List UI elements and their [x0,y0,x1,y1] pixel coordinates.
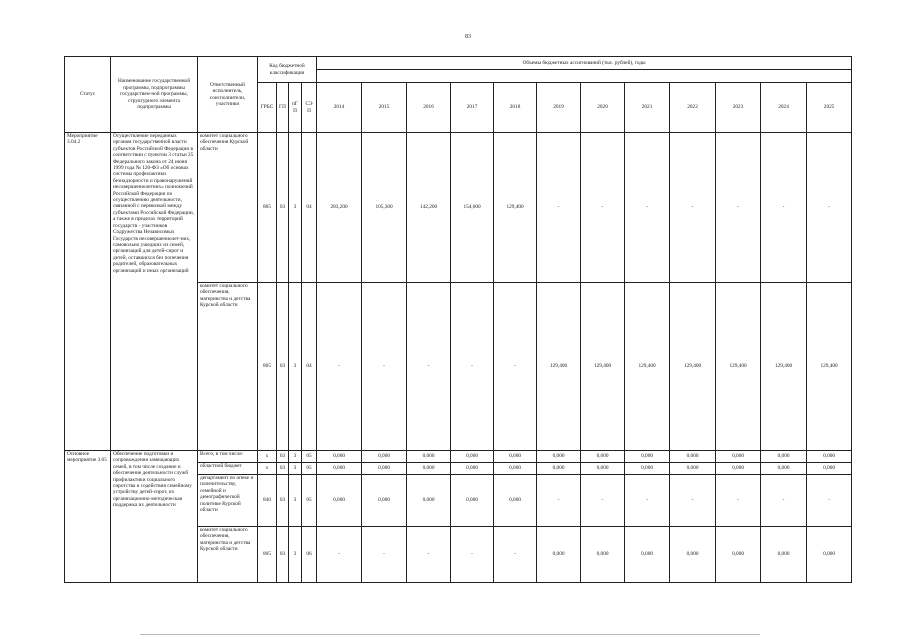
value-cell: 129,400 [581,283,625,451]
value-cell: 0,000 [494,475,537,527]
value-cell: - [716,133,761,283]
value-cell: 0,000 [451,463,494,475]
value-cell: - [494,283,537,451]
header-volume-group: Объемы бюджетных ассигнований (тыс. рублей), годы [317,57,852,70]
header-code-gp: ГП [277,83,289,133]
header-year: 2016 [407,83,451,133]
code-cell: 03 [277,463,289,475]
value-cell: 0,000 [761,463,807,475]
code-cell: 3 [289,283,302,451]
value-cell: 0,000 [537,527,581,583]
responsible-cell: департамент по опеке и попечительству, семейной и демографической политике Курской области [198,475,258,527]
name-cell: Обеспечение подготовки и сопровождения замещающих семей, в том числе создание и обеспечение деятельности служб профилактики социального сиротства и содействия семейному устройству детей-сирот, их организационно-методическая поддержка их деятельности [111,451,198,583]
code-cell: х [258,463,277,475]
value-cell: 129,400 [670,283,716,451]
value-cell: 0,000 [581,463,625,475]
bottom-edge-line [140,634,760,635]
value-cell: 154,000 [451,133,494,283]
code-cell: 3 [289,133,302,283]
header-year: 2015 [362,83,407,133]
value-cell: 0,000 [407,463,451,475]
value-cell: - [625,475,670,527]
value-cell: - [537,133,581,283]
table-row [65,133,852,283]
value-cell: 0,000 [625,463,670,475]
header-year: 2023 [716,83,761,133]
code-cell: 03 [277,475,289,527]
value-cell: 0,000 [581,527,625,583]
value-cell: - [581,133,625,283]
value-cell: 0,000 [670,463,716,475]
status-cell: Основное мероприятие 3.05 [65,451,111,583]
budget-table [64,56,852,583]
value-cell: - [761,475,807,527]
value-cell: 0,000 [537,451,581,463]
name-cell: Осуществление переданных органам государственной власти субъектов Российской Федерации в соответствии с пунктом 3 статьи 25 Федерального закона от 24 июня 1999 года № 120-ФЗ «Об основах системы профилактики безнадзорности и правонарушений несовершеннолетних» полномочий Российской Федерации по осуществлению деятельности, связанной с перевозкой между субъектами Российской Федерации, а также в пределах территорий государств - участников Содружества Независимых Государств несовершеннолет-них, самовольно ушедших из семей, организаций для детей-сирот и детей, оставшихся без попечения родителей, образовательных организаций и иных организаций [111,133,198,451]
responsible-cell: Всего, в том числе: [198,451,258,463]
value-cell: 0,000 [494,463,537,475]
code-cell: 3 [289,527,302,583]
header-year: 2022 [670,83,716,133]
value-cell: 129,400 [807,283,852,451]
value-cell: 0,000 [716,463,761,475]
code-cell: 05 [302,475,317,527]
value-cell: 0,000 [581,451,625,463]
value-cell: 0,000 [625,527,670,583]
code-cell: 04 [302,133,317,283]
header-code-pgp: пГП [289,83,302,133]
value-cell: - [807,133,852,283]
value-cell: - [362,527,407,583]
code-cell: 03 [277,451,289,463]
value-cell: - [581,475,625,527]
responsible-cell: комитет социального обеспечения, материнства и детства Курской области [198,527,258,583]
value-cell: - [407,283,451,451]
header-year: 2019 [537,83,581,133]
header-spacer [317,70,852,83]
value-cell: - [451,283,494,451]
value-cell: 0,000 [451,475,494,527]
header-year: 2021 [625,83,670,133]
header-year: 2025 [807,83,852,133]
value-cell: 0,000 [494,451,537,463]
code-cell: 03 [277,527,289,583]
code-cell: 805 [258,527,277,583]
header-year: 2020 [581,83,625,133]
code-cell: 04 [302,283,317,451]
value-cell: 0,000 [317,463,362,475]
code-cell: 805 [258,133,277,283]
code-cell: 840 [258,475,277,527]
value-cell: 283,200 [317,133,362,283]
header-year: 2024 [761,83,807,133]
header-row-1 [65,57,852,70]
value-cell: - [670,133,716,283]
header-code-group: Код бюджетной классификации [258,57,317,83]
value-cell: - [494,527,537,583]
value-cell: 0,000 [451,451,494,463]
value-cell: 0,000 [716,527,761,583]
value-cell: - [625,133,670,283]
code-cell: 03 [277,283,289,451]
header-name: Наименование государственной программы, подпрограммы государствен-ной программы, структурного элемента подпрограммы [111,57,198,133]
value-cell: - [537,475,581,527]
value-cell: 0,000 [761,527,807,583]
header-year: 2018 [494,83,537,133]
value-cell: 129,400 [761,283,807,451]
value-cell: - [716,475,761,527]
value-cell: 0,000 [362,463,407,475]
value-cell: 105,300 [362,133,407,283]
code-cell: 06 [302,527,317,583]
header-year: 2014 [317,83,362,133]
value-cell: 0,000 [761,451,807,463]
value-cell: 0,000 [407,475,451,527]
value-cell: - [317,283,362,451]
responsible-cell: комитет социального обеспечения Курской области [198,133,258,283]
value-cell: 129,400 [716,283,761,451]
code-cell: 3 [289,463,302,475]
value-cell: 129,400 [625,283,670,451]
value-cell: 0,000 [807,527,852,583]
value-cell: - [362,283,407,451]
value-cell: - [761,133,807,283]
responsible-cell: комитет социального обеспечения, материнства и детства Курской области [198,283,258,451]
value-cell: 129,400 [494,133,537,283]
value-cell: 0,000 [807,463,852,475]
table-row [65,451,852,463]
value-cell: 0,000 [807,451,852,463]
value-cell: 0,000 [670,451,716,463]
header-status: Статус [65,57,111,133]
responsible-cell: областной бюджет [198,463,258,475]
value-cell: 0,000 [537,463,581,475]
value-cell: 129,400 [537,283,581,451]
value-cell: 142,200 [407,133,451,283]
value-cell: 0,000 [317,475,362,527]
value-cell: 0,000 [362,451,407,463]
value-cell: - [407,527,451,583]
code-cell: 805 [258,283,277,451]
value-cell: - [807,475,852,527]
value-cell: - [317,527,362,583]
value-cell: 0,000 [362,475,407,527]
header-code-sep: СЭП [302,83,317,133]
value-cell: - [670,475,716,527]
status-cell: Мероприятие 3.04.2 [65,133,111,451]
value-cell: 0,000 [407,451,451,463]
code-cell: 3 [289,451,302,463]
header-year: 2017 [451,83,494,133]
value-cell: - [451,527,494,583]
header-responsible: Ответственный исполнитель, соисполнители, участники [198,57,258,133]
page-number: 83 [465,34,471,40]
value-cell: 0,000 [716,451,761,463]
code-cell: х [258,451,277,463]
code-cell: 03 [277,133,289,283]
value-cell: 0,000 [670,527,716,583]
header-code-grbs: ГРБС [258,83,277,133]
code-cell: 3 [289,475,302,527]
code-cell: 05 [302,451,317,463]
code-cell: 05 [302,463,317,475]
value-cell: 0,000 [625,451,670,463]
value-cell: 0,000 [317,451,362,463]
